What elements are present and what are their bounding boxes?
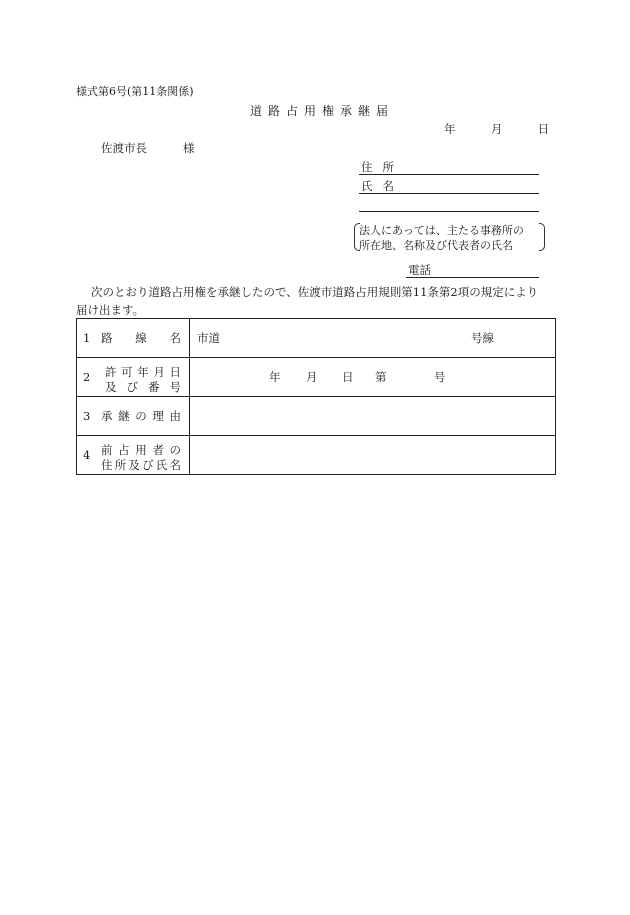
label-char: 氏 (155, 458, 168, 472)
label-char: 年 (137, 365, 149, 379)
extra-field-line[interactable] (359, 211, 539, 212)
date-day-label: 日 (537, 122, 550, 136)
previous-occupant-label-line2 (101, 457, 181, 473)
route-suffix: 号線 (471, 331, 494, 345)
table-row (77, 358, 556, 397)
label-char: 及 (128, 458, 140, 472)
form-number: 様式第6号(第11条関係) (76, 85, 194, 98)
reason-value-cell[interactable] (190, 397, 556, 436)
label-char: 継 (118, 409, 130, 423)
name-label: 氏名 (361, 179, 404, 193)
label-char: 用 (135, 443, 147, 457)
table-row (77, 436, 556, 475)
label-char: 線 (135, 331, 147, 345)
row-number: 4 (83, 448, 91, 462)
label-char: 月 (153, 365, 165, 379)
permit-label-line1 (105, 364, 181, 380)
corporate-note-line2: 所在地、名称及び代表者の氏名 (359, 239, 513, 252)
body-line-2: 届け出ます。 (76, 303, 145, 317)
date-year-label: 年 (444, 122, 456, 136)
address-label: 住所 (361, 160, 404, 174)
label-char: 承 (101, 409, 113, 423)
label-char: び (142, 458, 154, 472)
phone-field-line[interactable] (406, 277, 539, 278)
permit-year-label: 年 (269, 370, 281, 384)
previous-occupant-value-cell[interactable] (190, 436, 556, 475)
route-name-label-cell (77, 319, 190, 358)
date-line (444, 124, 549, 136)
addressee-line (101, 143, 195, 155)
corporate-note-text (359, 223, 524, 253)
label-char: の (135, 409, 147, 423)
label-char: 号 (169, 380, 181, 394)
permit-dai-label: 第 (375, 370, 387, 384)
addressee-name: 佐渡市長 (101, 141, 147, 155)
route-name-label (101, 330, 181, 346)
label-char: 理 (152, 409, 164, 423)
corporate-note-line1: 法人にあっては、主たる事務所の (359, 224, 524, 237)
label-char: 許 (105, 365, 117, 379)
label-char: 名 (169, 331, 181, 345)
table-row (77, 397, 556, 436)
label-char: び (126, 380, 138, 394)
previous-occupant-label-line1 (101, 442, 181, 458)
permit-day-label: 日 (342, 370, 354, 384)
label-char: 占 (118, 443, 130, 457)
label-char: 前 (101, 443, 113, 457)
label-char: 所 (114, 458, 127, 472)
right-bracket (539, 223, 545, 251)
label-char: の (169, 443, 181, 457)
label-char: 番 (148, 380, 160, 394)
permit-label-line2 (105, 379, 181, 395)
previous-occupant-label-cell (77, 436, 190, 475)
reason-label (101, 408, 181, 424)
body-paragraph (76, 283, 560, 319)
permit-label-cell (77, 358, 190, 397)
label-char: 及 (105, 380, 117, 394)
body-line-1: 次のとおり道路占用権を承継したので、佐渡市道路占用規則第11条第2項の規定により (91, 285, 539, 299)
label-char: 由 (169, 409, 181, 423)
honorific: 様 (183, 141, 195, 155)
row-number: 1 (83, 331, 91, 345)
label-char: 者 (152, 443, 164, 457)
row-number: 3 (83, 409, 91, 423)
route-name-value-cell[interactable] (190, 319, 556, 358)
label-char: 名 (169, 458, 181, 472)
notification-table (76, 318, 556, 475)
table-row (77, 319, 556, 358)
address-field-line[interactable] (359, 174, 539, 175)
label-char: 可 (121, 365, 133, 379)
permit-go-label: 号 (434, 370, 446, 384)
date-month-label: 月 (490, 122, 503, 136)
permit-value-cell[interactable] (190, 358, 556, 397)
name-field-line[interactable] (359, 193, 539, 194)
reason-label-cell (77, 397, 190, 436)
phone-label: 電話 (408, 263, 431, 277)
route-prefix: 市道 (197, 331, 220, 345)
label-char: 路 (101, 331, 113, 345)
row-number: 2 (83, 370, 91, 384)
document-title: 道路占用権承継届 (250, 104, 395, 118)
label-char: 住 (101, 458, 113, 472)
corporate-note (355, 223, 544, 251)
permit-month-label: 月 (306, 370, 318, 384)
label-char: 日 (169, 365, 181, 379)
